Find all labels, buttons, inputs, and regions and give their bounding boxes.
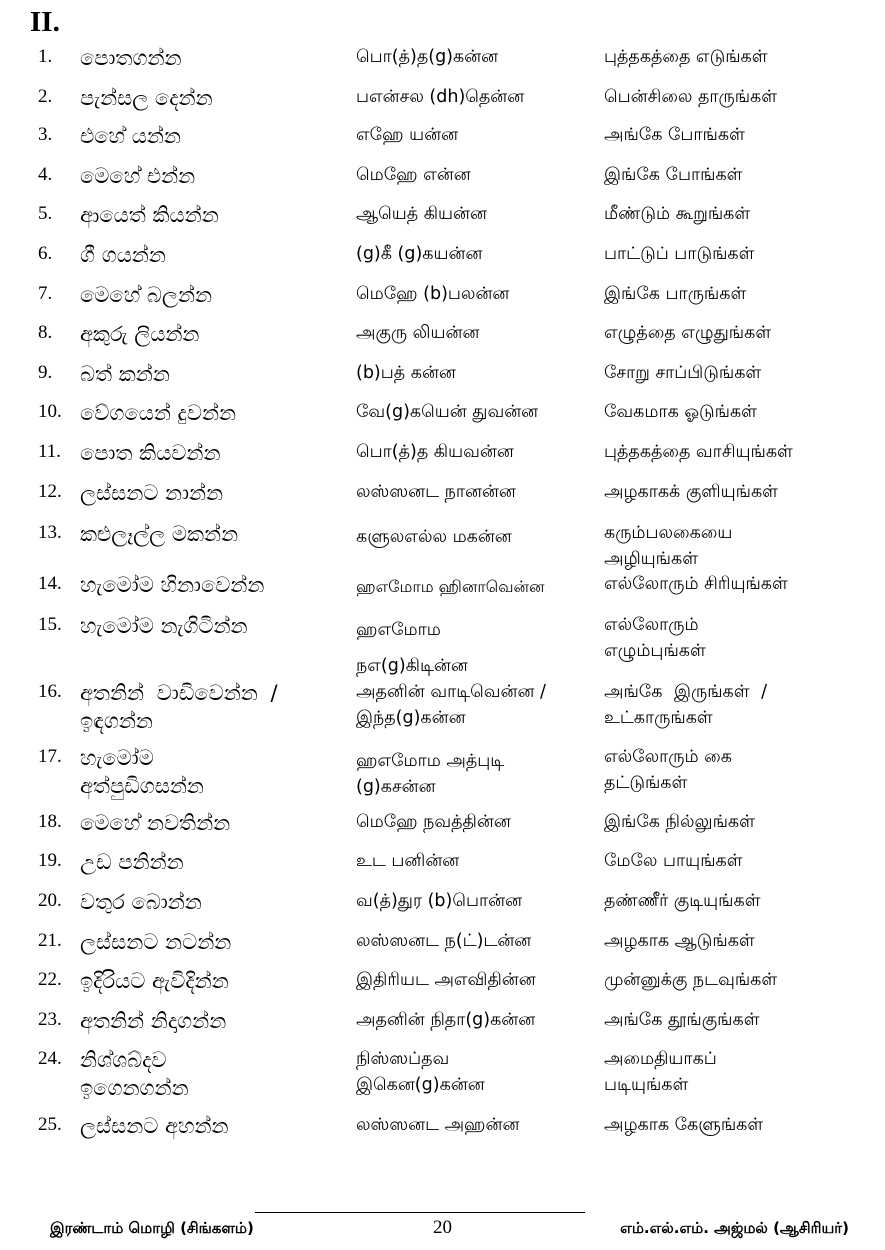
tamil-transliteration: எஹே யன்ன	[356, 125, 459, 145]
row-number: 5.	[38, 203, 53, 224]
sinhala-phrase: ගී ගයන්න	[80, 243, 166, 267]
tamil-transliteration: வே(g)கயென் துவன்ன	[356, 402, 539, 422]
tamil-meaning: முன்னுக்கு நடவுங்கள்	[604, 970, 778, 990]
sinhala-phrase: කළුලෑල්ල මකන්න	[80, 522, 239, 546]
tamil-meaning: தண்ணீர் குடியுங்கள்	[604, 891, 761, 911]
row-number: 4.	[38, 164, 53, 185]
sinhala-phrase: හැමෝම අත්පුඩිගසන්න	[80, 746, 204, 798]
tamil-meaning: அழகாகக் குளியுங்கள்	[604, 482, 778, 502]
row-number: 14.	[38, 573, 62, 594]
row-number: 13.	[38, 522, 62, 543]
footer-author: எம்.எல்.எம். அஜ்மல் (ஆசிரியர்)	[620, 1219, 849, 1237]
row-number: 17.	[38, 746, 62, 767]
row-number: 20.	[38, 890, 62, 911]
sinhala-phrase: අකුරු ලියන්න	[80, 322, 200, 346]
tamil-transliteration: களுலஎல்ல மகன்ன	[356, 527, 512, 547]
sinhala-phrase: එහේ යන්න	[80, 124, 181, 148]
tamil-transliteration: லஸ்ஸனட அஹன்ன	[356, 1115, 520, 1135]
tamil-transliteration: லஸ்ஸனட நானன்ன	[356, 482, 516, 502]
tamil-meaning: எல்லோரும் சிரியுங்கள்	[604, 574, 788, 594]
sinhala-phrase: ලස්සනට නාන්න	[80, 481, 224, 505]
sinhala-phrase: වේගයෙන් දුවන්න	[80, 401, 237, 425]
row-number: 2.	[38, 86, 53, 107]
tamil-transliteration: நிஸ்ஸப்தவ இகென(g)கன்ன	[356, 1049, 485, 1095]
row-number: 3.	[38, 124, 53, 145]
sinhala-phrase: උඩ පනින්න	[80, 850, 184, 874]
tamil-meaning: எழுத்தை எழுதுங்கள்	[604, 323, 772, 343]
tamil-meaning: வேகமாக ஓடுங்கள்	[604, 402, 757, 422]
tamil-transliteration: (b)பத் கன்ன	[356, 363, 456, 383]
row-number: 12.	[38, 481, 62, 502]
tamil-meaning: எல்லோரும் கை தட்டுங்கள்	[604, 747, 732, 793]
sinhala-phrase: ඉදිරියට ඇවිදින්න	[80, 969, 229, 993]
row-number: 16.	[38, 681, 62, 702]
tamil-transliteration: வ(த்)துர (b)பொன்ன	[356, 891, 523, 911]
tamil-meaning: புத்தகத்தை எடுங்கள்	[604, 47, 768, 67]
row-number: 21.	[38, 930, 62, 951]
sinhala-phrase: පොත කියවන්න	[80, 441, 221, 465]
tamil-meaning: சோறு சாப்பிடுங்கள்	[604, 363, 762, 383]
tamil-meaning: எல்லோரும் எழும்புங்கள்	[604, 615, 706, 661]
row-number: 19.	[38, 850, 62, 871]
tamil-meaning: அமைதியாகப் படியுங்கள்	[604, 1049, 717, 1095]
page-number: 20	[433, 1217, 452, 1238]
sinhala-phrase: පොතගන්න	[80, 46, 182, 70]
sinhala-phrase: හැමෝම නැගිටින්න	[80, 614, 248, 638]
row-number: 6.	[38, 243, 53, 264]
tamil-transliteration: அதனின் நிதா(g)கன்ன	[356, 1010, 536, 1030]
row-number: 11.	[38, 441, 62, 462]
tamil-transliteration: ஆயெத் கியன்ன	[356, 204, 488, 224]
section-title: II.	[30, 6, 60, 38]
sinhala-phrase: නිශ්ශබ්දව ඉගෙනගන්න	[80, 1048, 189, 1100]
tamil-meaning: மீண்டும் கூறுங்கள்	[604, 204, 751, 224]
tamil-transliteration: லஸ்ஸனட ந(ட்)டன்ன	[356, 931, 532, 951]
sinhala-phrase: අතනින් වාඩිවෙන්න / ඉඳගන්න	[80, 681, 278, 733]
footer-divider	[255, 1212, 585, 1213]
tamil-meaning: கரும்பலகையை அழியுங்கள்	[604, 523, 733, 569]
tamil-transliteration: பஎன்சல (dh)தென்ன	[356, 87, 525, 107]
tamil-meaning: அங்கே போங்கள்	[604, 125, 745, 145]
tamil-transliteration: மெஹே (b)பலன்ன	[356, 284, 510, 304]
sinhala-phrase: අතනින් නිදාගන්න	[80, 1009, 227, 1033]
row-number: 25.	[38, 1114, 62, 1135]
row-number: 10.	[38, 401, 62, 422]
row-number: 7.	[38, 283, 53, 304]
sinhala-phrase: බත් කන්න	[80, 362, 170, 386]
tamil-transliteration: பொ(த்)த(g)கன்ன	[356, 47, 499, 67]
tamil-meaning: அங்கே இருங்கள் / உட்காருங்கள்	[604, 682, 767, 728]
row-number: 15.	[38, 614, 62, 635]
footer-subject: இரண்டாம் மொழி (சிங்களம்)	[50, 1219, 254, 1237]
tamil-transliteration: மெஹே நவத்தின்ன	[356, 812, 511, 832]
sinhala-phrase: ලස්සනට නටන්න	[80, 930, 232, 954]
tamil-transliteration: பொ(த்)த கியவன்ன	[356, 442, 514, 462]
tamil-transliteration: ஹஎமோம நஎ(g)கிடின்ன	[356, 620, 468, 676]
sinhala-phrase: මෙහේ නවතින්න	[80, 811, 231, 835]
tamil-meaning: இங்கே பாருங்கள்	[604, 284, 747, 304]
row-number: 8.	[38, 322, 53, 343]
tamil-meaning: அழகாக ஆடுங்கள்	[604, 931, 755, 951]
row-number: 18.	[38, 811, 62, 832]
tamil-meaning: அங்கே தூங்குங்கள்	[604, 1010, 760, 1030]
tamil-transliteration: ஹஎமோம அத்புடி (g)கசன்ன	[356, 751, 505, 797]
sinhala-phrase: ලස්සනට අහන්න	[80, 1114, 229, 1138]
tamil-meaning: பென்சிலை தாருங்கள்	[604, 87, 778, 107]
tamil-meaning: பாட்டுப் பாடுங்கள்	[604, 244, 755, 264]
tamil-meaning: அழகாக கேளுங்கள்	[604, 1115, 764, 1135]
sinhala-phrase: වතුර බොන්න	[80, 890, 202, 914]
sinhala-phrase: මෙහේ එන්න	[80, 164, 196, 188]
tamil-transliteration: இதிரியட அஎவிதின்ன	[356, 970, 536, 990]
tamil-meaning: இங்கே நில்லுங்கள்	[604, 812, 755, 832]
sinhala-phrase: හැමෝම හිනාවෙන්න	[80, 573, 265, 597]
tamil-transliteration: (g)கீ (g)கயன்ன	[356, 244, 483, 264]
tamil-transliteration: உட பனின்ன	[356, 851, 460, 871]
tamil-meaning: இங்கே போங்கள்	[604, 165, 743, 185]
row-number: 9.	[38, 362, 53, 383]
row-number: 23.	[38, 1009, 62, 1030]
tamil-transliteration: அதனின் வாடிவென்ன / இந்த(g)கன்ன	[356, 682, 546, 728]
sinhala-phrase: ආයෙත් කියන්න	[80, 203, 219, 227]
sinhala-phrase: පැන්සල දෙන්න	[80, 86, 213, 110]
row-number: 24.	[38, 1048, 62, 1069]
sinhala-phrase: මෙහේ බලන්න	[80, 283, 213, 307]
tamil-meaning: புத்தகத்தை வாசியுங்கள்	[604, 442, 793, 462]
row-number: 22.	[38, 969, 62, 990]
tamil-meaning: மேலே பாயுங்கள்	[604, 851, 743, 871]
tamil-transliteration: அகுரு லியன்ன	[356, 323, 480, 343]
tamil-transliteration: ஹஎமோம ஹினாவென்ன	[356, 577, 545, 596]
row-number: 1.	[38, 46, 53, 67]
tamil-transliteration: மெஹே என்ன	[356, 165, 471, 185]
